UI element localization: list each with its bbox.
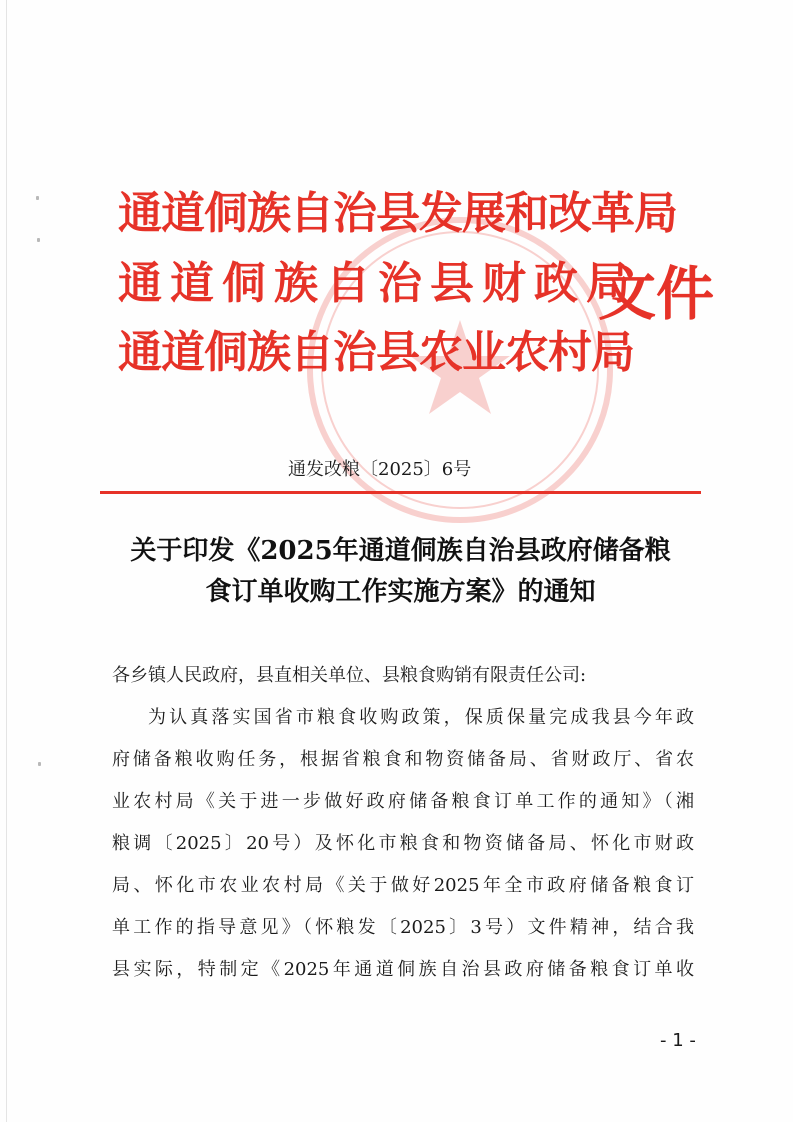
page-number: - 1 - <box>660 1030 696 1051</box>
header-divider <box>100 491 701 494</box>
file-label: 文件 <box>598 260 715 328</box>
document-title-line-2: 食订单收购工作实施方案》的通知 <box>205 577 596 607</box>
issuer-name-3: 通道侗族自治县农业农村局 <box>118 327 634 378</box>
document-number: 通发改粮〔2025〕6号 <box>288 459 472 480</box>
body-text-line: 局、怀化市农业农村局《关于做好2025年全市政府储备粮食订 <box>112 875 694 896</box>
body-text-line: 县实际，特制定《2025年通道侗族自治县政府储备粮食订单收 <box>112 959 694 980</box>
issuer-name-1: 通道侗族自治县发展和改革局 <box>118 188 677 239</box>
recipients-line: 各乡镇人民政府，县直相关单位、县粮食购销有限责任公司: <box>112 665 587 686</box>
body-text-line: 为认真落实国省市粮食收购政策，保质保量完成我县今年政 <box>148 707 694 728</box>
body-text-line: 业农村局《关于进一步做好政府储备粮食订单工作的通知》（湘 <box>112 791 694 812</box>
document-title-line-1: 关于印发《2025年通道侗族自治县政府储备粮 <box>130 536 671 566</box>
body-text-line: 粮调〔2025〕20号）及怀化市粮食和物资储备局、怀化市财政 <box>112 833 694 854</box>
issuer-name-2: 通道侗族自治县财政局 <box>118 258 638 309</box>
document-header <box>118 186 718 406</box>
body-text-line: 府储备粮收购任务，根据省粮食和物资储备局、省财政厅、省农 <box>112 749 694 770</box>
scan-edge <box>6 0 7 1122</box>
body-text-line: 单工作的指导意见》（怀粮发〔2025〕3号）文件精神，结合我 <box>112 917 694 938</box>
scan-speck <box>36 196 39 200</box>
scan-speck <box>37 238 40 242</box>
scan-speck <box>38 762 41 766</box>
